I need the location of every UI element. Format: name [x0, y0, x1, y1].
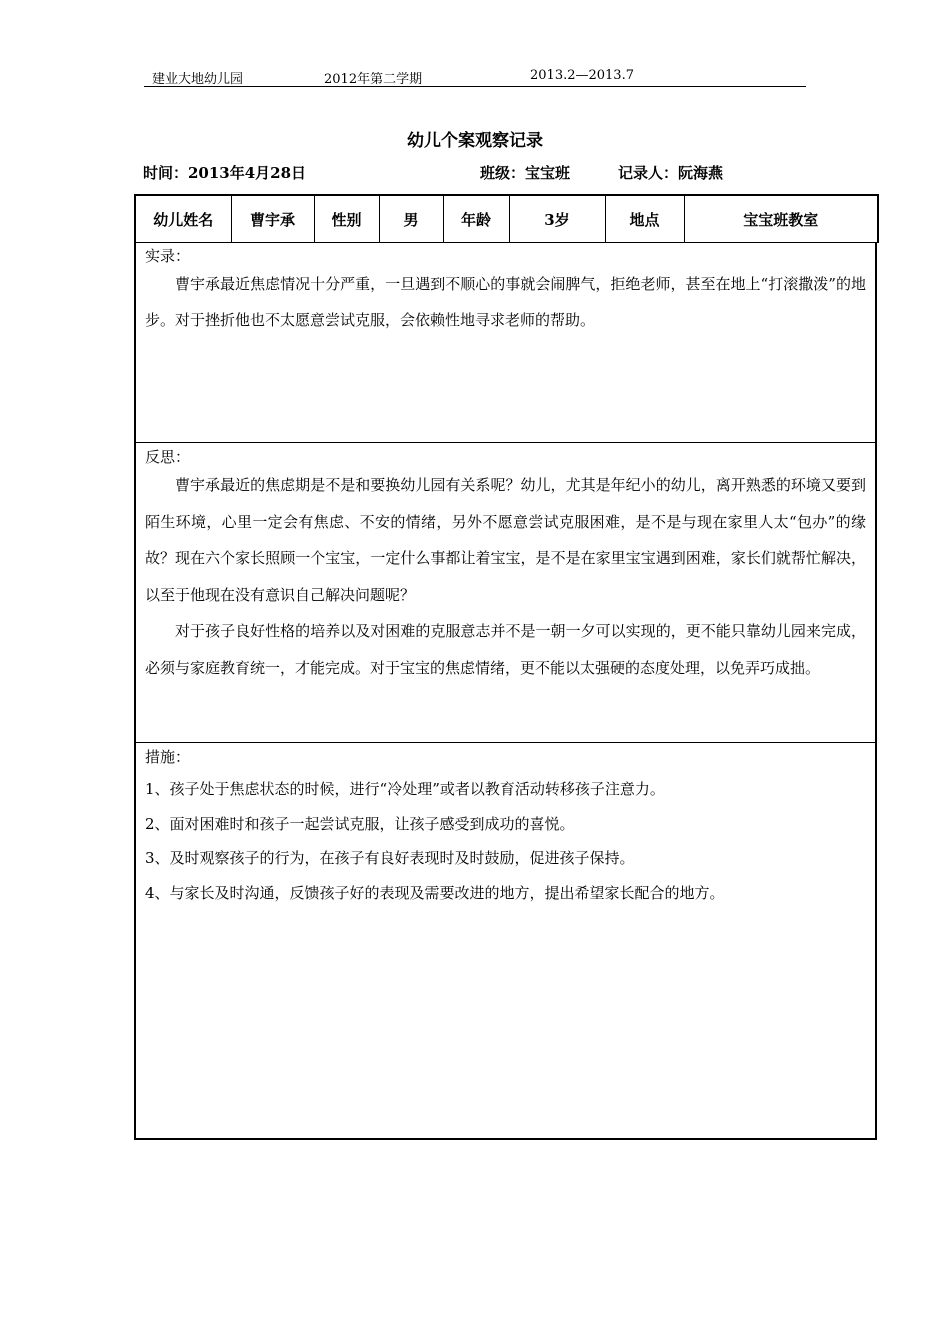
age-label: 年龄 [443, 195, 509, 243]
measure-item: 3、及时观察孩子的行为，在孩子有良好表现时及时鼓励，促进孩子保持。 [145, 849, 635, 867]
period: 2013.2—2013.7 [530, 68, 634, 83]
child-info-table [134, 194, 879, 243]
school-name: 建业大地幼儿园 [152, 72, 244, 87]
child-name: 曹宇承 [231, 195, 314, 243]
child-gender: 男 [379, 195, 443, 243]
name-label: 幼儿姓名 [135, 195, 231, 243]
info-row [135, 195, 878, 243]
class-name: 班级：宝宝班 [480, 164, 571, 182]
page-header [144, 66, 806, 87]
reflection-label: 反思： [145, 448, 191, 466]
place: 宝宝班教室 [684, 195, 878, 243]
reflection-paragraph-1: 曹宇承最近的焦虑期是不是和要换幼儿园有关系呢？幼儿，尤其是年纪小的幼儿，离开熟悉的环境又要到陌生环境，心里一定会有焦虑、不安的情绪，另外不愿意尝试克服困难，是不是与现在家里人太“包办”的缘故？现在六个家长照顾一个宝宝，一定什么事都让着宝宝，是不是在家里宝宝遇到困难，家长们就帮忙解决，以至于他现在没有意识自己解决问题呢？ [145, 476, 866, 604]
measures-section [134, 743, 877, 1140]
measure-item: 1、孩子处于焦虑状态的时候，进行“冷处理”或者以教育活动转移孩子注意力。 [145, 780, 665, 798]
place-label: 地点 [605, 195, 684, 243]
reflection-paragraph-2: 对于孩子良好性格的培养以及对困难的克服意志并不是一朝一夕可以实现的，更不能只靠幼儿园来完成，必须与家庭教育统一，才能完成。对于宝宝的焦虑情绪，更不能以太强硬的态度处理，以免弄巧成拙。 [145, 622, 866, 677]
term: 2012年第二学期 [324, 72, 423, 87]
record-text: 曹宇承最近焦虑情况十分严重，一旦遇到不顺心的事就会闹脾气，拒绝老师，甚至在地上“打滚撒泼”的地步。对于挫折他也不太愿意尝试克服，会依赖性地寻求老师的帮助。 [145, 275, 866, 329]
record-section [134, 242, 877, 443]
reflection-section [134, 443, 877, 743]
child-age: 3岁 [509, 195, 605, 243]
measure-item: 2、面对困难时和孩子一起尝试克服，让孩子感受到成功的喜悦。 [145, 814, 575, 833]
gender-label: 性别 [314, 195, 379, 243]
recorder: 记录人：阮海燕 [618, 164, 724, 182]
measures-label: 措施： [145, 748, 191, 766]
measure-item: 4、与家长及时沟通，反馈孩子好的表现及需要改进的地方，提出希望家长配合的地方。 [145, 883, 725, 902]
document-title: 幼儿个案观察记录 [407, 131, 543, 151]
record-label: 实录： [145, 247, 191, 265]
record-date: 时间：2013年4月28日 [143, 164, 307, 182]
